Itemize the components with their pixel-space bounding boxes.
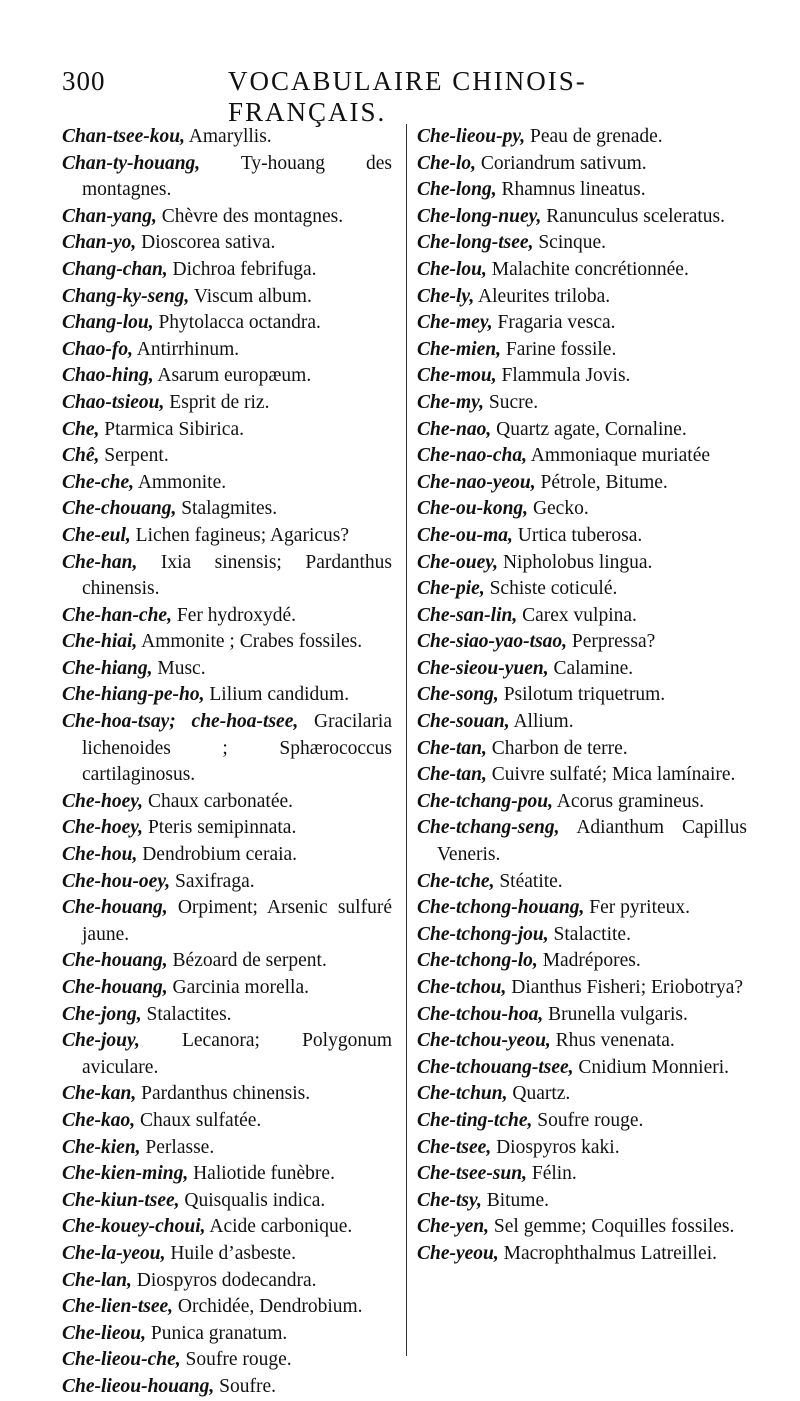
entry-term: Che-lien-tsee, [62,1296,174,1318]
entry-definition: Urtica tuberosa. [517,524,643,546]
dictionary-entry [62,257,392,284]
dictionary-entry [62,1161,392,1188]
dictionary-entry [417,869,747,896]
page-header [62,66,742,127]
dictionary-entry [417,337,747,364]
entry-definition: Quartz. [512,1083,571,1105]
entry-definition: Pteris semipinnata. [147,817,297,839]
dictionary-entry [417,709,747,736]
entry-definition: Gracilaria lichenoides ; Sphærococcus cartilaginosus. [82,711,392,786]
dictionary-entry [62,656,392,683]
column-divider [406,124,407,1356]
dictionary-entry [417,762,747,789]
entry-definition: Bitume. [486,1189,549,1211]
dictionary-entry [417,177,747,204]
dictionary-entry [62,124,392,151]
entry-term: Che-song, [417,684,499,706]
entry-definition: Sucre. [488,391,539,413]
entry-term: Chang-chan, [62,258,168,280]
dictionary-entry [62,948,392,975]
dictionary-entry [417,230,747,257]
entry-definition: Serpent. [104,445,169,467]
entry-term: Che-san-lin, [417,604,518,626]
entry-term: Che-tan, [417,764,487,786]
entry-definition: Punica granatum. [150,1322,288,1344]
entry-definition: Cuivre sulfaté; Mica lamínaire. [491,764,736,786]
entry-term: Che-long-nuey, [417,205,542,227]
dictionary-entry [62,1347,392,1374]
entry-definition: Sel gemme; Coquilles fossiles. [493,1216,735,1238]
entry-definition: Fragaria vesca. [497,312,616,334]
entry-definition: Brunella vulgaris. [548,1003,688,1025]
entry-term: Che-ting-tche, [417,1109,533,1131]
entry-definition: Orpiment; Arsenic sulfuré jaune. [82,897,392,945]
entry-definition: Farine fossile. [505,338,617,360]
dictionary-entry [62,470,392,497]
entry-definition: Perlasse. [145,1136,215,1158]
entry-term: Che-ou-kong, [417,498,529,520]
entry-term: Che-hiai, [62,631,138,653]
entry-definition: Ammonite. [137,471,227,493]
dictionary-entry [62,682,392,709]
entry-definition: Soufre rouge. [185,1349,292,1371]
dictionary-entry [417,124,747,151]
dictionary-entry [417,204,747,231]
entry-term: Che-kien, [62,1136,141,1158]
entry-term: Che, [62,418,100,440]
entry-definition: Rhus venenata. [555,1030,675,1052]
entry-term: Che-nao-cha, [417,445,527,467]
entry-definition: Acorus gramineus. [556,790,705,812]
entry-definition: Diospyros dodecandra. [136,1269,317,1291]
entry-term: Che-han, [62,551,138,573]
dictionary-entry [62,1188,392,1215]
entry-term: Chang-lou, [62,312,154,334]
entry-term: Che-pie, [417,578,485,600]
entry-term: Che-la-yeou, [62,1242,166,1264]
entry-definition: Coriandrum sativum. [480,152,647,174]
entry-term: Che-lieou-houang, [62,1375,215,1397]
dictionary-entry [417,470,747,497]
entry-term: Che-lou, [417,258,487,280]
entry-term: Che-jouy, [62,1030,140,1052]
dictionary-entry [417,1241,747,1268]
entry-term: Che-nao-yeou, [417,471,536,493]
entry-term: Chan-yo, [62,232,137,254]
dictionary-entry [62,1135,392,1162]
entry-term: Che-tchou-yeou, [417,1030,551,1052]
entry-definition: Stéatite. [499,870,563,892]
entry-definition: Chaux sulfatée. [140,1109,262,1131]
entry-definition: Soufre rouge. [537,1109,644,1131]
entry-term: Che-houang, [62,897,168,919]
entry-term: Che-tsy, [417,1189,482,1211]
entry-term: Chao-fo, [62,338,133,360]
entry-term: Che-kiun-tsee, [62,1189,180,1211]
page-number: 300 [62,66,106,96]
running-title: VOCABULAIRE CHINOIS-FRANÇAIS. [228,66,587,127]
dictionary-entry [62,869,392,896]
entry-definition: Adianthum Capillus Veneris. [437,817,747,866]
dictionary-entry [62,310,392,337]
dictionary-entry [62,204,392,231]
entry-definition: Soufre. [219,1375,276,1397]
dictionary-entry [417,1081,747,1108]
dictionary-entry [417,736,747,763]
entry-definition: Phytolacca octandra. [158,312,321,334]
entry-term: Che-jong, [62,1003,142,1025]
entry-term: Che-ouey, [417,551,499,573]
entry-term: Che-nao, [417,418,492,440]
dictionary-entry [417,496,747,523]
entry-definition: Bézoard de serpent. [172,950,327,972]
entry-definition: Stalactites. [146,1003,232,1025]
dictionary-entry [62,1268,392,1295]
entry-definition: Allium. [513,711,574,733]
dictionary-entry [417,975,747,1002]
dictionary-entry [62,1214,392,1241]
entry-definition: Ixia sinensis; Pardanthus chinensis. [82,551,392,600]
dictionary-entry [417,310,747,337]
right-column [417,124,747,1268]
dictionary-entry [62,443,392,470]
entry-term: Che-tsee-sun, [417,1163,527,1185]
entry-term: Che-mou, [417,365,497,387]
dictionary-entry [417,151,747,178]
entry-definition: Acide carbonique. [209,1216,353,1238]
dictionary-entry [62,1374,392,1401]
dictionary-entry [62,815,392,842]
entry-term: Che-hiang, [62,657,153,679]
entry-definition: Malachite concrétionnée. [491,258,689,280]
dictionary-entry [62,390,392,417]
entry-term: Che-koueу-choui, [62,1216,206,1238]
entry-term: Chan-yang, [62,205,157,227]
left-column [62,124,392,1401]
dictionary-entry [417,656,747,683]
dictionary-entry [417,948,747,975]
dictionary-entry [62,1321,392,1348]
entry-definition: Quartz agate, Cornaline. [496,418,687,440]
entry-definition: Huile d’asbeste. [170,1242,296,1264]
entry-term: Che-tchong-houang, [417,897,585,919]
entry-term: Che-hoa-tsay; che-hoa-tsee, [62,711,299,733]
dictionary-entry [417,922,747,949]
dictionary-entry [62,603,392,630]
entry-definition: Dioscorea sativa. [141,232,276,254]
dictionary-entry [417,1028,747,1055]
entry-term: Che-yen, [417,1216,490,1238]
entry-definition: Fer pyriteux. [589,897,691,919]
entry-definition: Cnidium Monnieri. [578,1056,730,1078]
entry-term: Che-eul, [62,524,131,546]
entry-definition: Lilium candidum. [209,684,350,706]
entry-term: Che-sieou-yuen, [417,657,549,679]
entry-definition: Psilotum triquetrum. [503,684,666,706]
entry-definition: Amaryllis. [188,126,272,147]
dictionary-entry [417,1135,747,1162]
dictionary-entry [62,842,392,869]
dictionary-entry [62,523,392,550]
entry-term: Che-mien, [417,338,501,360]
dictionary-entry [62,230,392,257]
entry-definition: Viscum album. [193,285,312,307]
dictionary-entry [62,975,392,1002]
entry-definition: Aleurites triloba. [478,285,611,307]
entry-definition: Nipholobus lingua. [502,551,653,573]
entry-definition: Rhamnus lineatus. [501,179,646,201]
dictionary-entry [417,1108,747,1135]
dictionary-entry [62,1108,392,1135]
entry-definition: Musc. [157,657,206,679]
dictionary-entry [417,284,747,311]
entry-term: Che-tchang-seng, [417,817,560,839]
entry-term: Che-souan, [417,711,510,733]
dictionary-entry [417,1161,747,1188]
dictionary-entry [62,895,392,948]
entry-definition: Scinque. [538,232,607,254]
entry-term: Che-han-che, [62,604,172,626]
entry-definition: Perpressa? [571,631,656,653]
dictionary-entry [62,151,392,204]
entry-definition: Dianthus Fisheri; Eriobotrya? [511,977,744,998]
entry-definition: Haliotide funèbre. [193,1163,335,1185]
entry-term: Che-kien-ming, [62,1163,189,1185]
entry-term: Che-lieou-che, [62,1349,181,1371]
entry-definition: Esprit de riz. [169,391,270,413]
dictionary-entry [62,1028,392,1081]
entry-term: Che-tchouang-tsee, [417,1056,574,1078]
entry-definition: Dendrobium ceraia. [142,844,298,866]
entry-term: Che-tchang-pou, [417,790,553,812]
entry-term: Che-tche, [417,870,495,892]
dictionary-entry [417,1055,747,1082]
dictionary-entry [62,550,392,603]
entry-definition: Antirrhinum. [136,338,240,360]
entry-term: Che-hoey, [62,790,144,812]
dictionary-entry [62,709,392,789]
entry-definition: Ammoniaque muriatée [530,445,711,467]
dictionary-entry [62,1241,392,1268]
entry-term: Chê, [62,445,100,467]
entry-term: Che-ou-ma, [417,524,513,546]
entry-definition: Stalagmites. [181,498,278,520]
entry-term: Che-tan, [417,737,487,759]
dictionary-entry [417,682,747,709]
entry-term: Che-tchou, [417,977,507,998]
entry-term: Che-mey, [417,312,493,334]
entry-definition: Gecko. [532,498,589,520]
entry-term: Che-my, [417,391,484,413]
dictionary-entry [62,417,392,444]
entry-definition: Pétrole, Bitume. [540,471,668,493]
entry-term: Chao-tsieou, [62,391,165,413]
entry-term: Che-hoey, [62,817,144,839]
entry-term: Che-tchun, [417,1083,508,1105]
entry-term: Che-kao, [62,1109,136,1131]
entry-definition: Chaux carbonatée. [147,790,294,812]
entry-definition: Ammonite ; Crabes fossiles. [141,631,363,653]
dictionary-columns [62,124,752,1397]
entry-term: Chao-hing, [62,365,154,387]
entry-term: Che-houang, [62,977,168,998]
entry-definition: Charbon de terre. [491,737,628,759]
entry-term: Che-siao-yao-tsao, [417,631,568,653]
entry-term: Che-hou, [62,844,138,866]
dictionary-entry [417,603,747,630]
entry-term: Che-ly, [417,285,475,307]
entry-term: Che-houang, [62,950,168,972]
entry-definition: Carex vulpina. [522,604,637,626]
entry-term: Che-tchong-lo, [417,950,538,972]
entry-definition: Diospyros kaki. [496,1136,620,1158]
entry-definition: Ranunculus sceleratus. [546,205,725,227]
dictionary-entry [417,390,747,417]
entry-definition: Ty-houang des montagnes. [82,152,392,201]
entry-term: Che-tsee, [417,1136,492,1158]
dictionary-entry [417,789,747,816]
entry-term: Che-tchou-hoa, [417,1003,544,1025]
entry-definition: Chèvre des montagnes. [161,205,344,227]
dictionary-entry [417,895,747,922]
dictionary-entry [62,629,392,656]
dictionary-entry [417,815,747,868]
entry-term: Che-yeou, [417,1242,499,1264]
entry-term: Che-hou-oey, [62,870,171,892]
entry-definition: Dichroa febrifuga. [172,258,317,280]
entry-term: Chan-ty-houang, [62,152,201,174]
dictionary-entry [417,257,747,284]
dictionary-entry [417,629,747,656]
entry-definition: Peau de grenade. [530,126,663,147]
dictionary-entry [417,550,747,577]
dictionary-entry [62,1294,392,1321]
entry-definition: Lecanora; Polygonum aviculare. [82,1030,393,1078]
entry-definition: Macrophthalmus Latreillei. [503,1242,718,1264]
entry-definition: Pardanthus chinensis. [141,1083,311,1105]
dictionary-entry [417,443,747,470]
entry-definition: Asarum europæum. [157,365,312,387]
entry-term: Che-che, [62,471,135,493]
entry-term: Che-chouang, [62,498,177,520]
dictionary-entry [62,337,392,364]
dictionary-entry [62,363,392,390]
dictionary-entry [62,284,392,311]
entry-term: Che-lo, [417,152,477,174]
dictionary-entry [62,1002,392,1029]
entry-definition: Flammula Jovis. [501,365,631,387]
entry-term: Che-kan, [62,1083,137,1105]
entry-definition: Lichen fagineus; Agaricus? [135,524,350,546]
dictionary-entry [417,417,747,444]
entry-definition: Schiste coticulé. [489,578,618,600]
entry-definition: Saxifraga. [175,870,255,892]
dictionary-entry [62,1081,392,1108]
entry-term: Che-hiang-pe-ho, [62,684,205,706]
entry-term: Che-lieou-py, [417,126,526,147]
entry-term: Che-long, [417,179,497,201]
dictionary-entry [62,496,392,523]
entry-definition: Ptarmica Sibirica. [104,418,244,440]
entry-definition: Orchidée, Dendrobium. [177,1296,363,1318]
entry-definition: Félin. [531,1163,577,1185]
dictionary-entry [417,576,747,603]
entry-term: Che-lan, [62,1269,132,1291]
entry-definition: Stalactite. [553,923,631,945]
entry-term: Che-tchong-jou, [417,923,549,945]
dictionary-entry [417,1188,747,1215]
entry-definition: Quisqualis indica. [184,1189,326,1211]
entry-term: Chang-ky-seng, [62,285,190,307]
entry-term: Che-lieou, [62,1322,146,1344]
entry-definition: Fer hydroxydé. [176,604,296,626]
dictionary-entry [417,523,747,550]
dictionary-entry [417,1002,747,1029]
entry-term: Chan-tsee-kou, [62,126,185,147]
dictionary-entry [417,363,747,390]
entry-definition: Madrépores. [542,950,641,972]
entry-definition: Garcinia morella. [172,977,309,998]
dictionary-entry [417,1214,747,1241]
entry-definition: Calamine. [553,657,634,679]
dictionary-entry [62,789,392,816]
entry-term: Che-long-tsee, [417,232,534,254]
